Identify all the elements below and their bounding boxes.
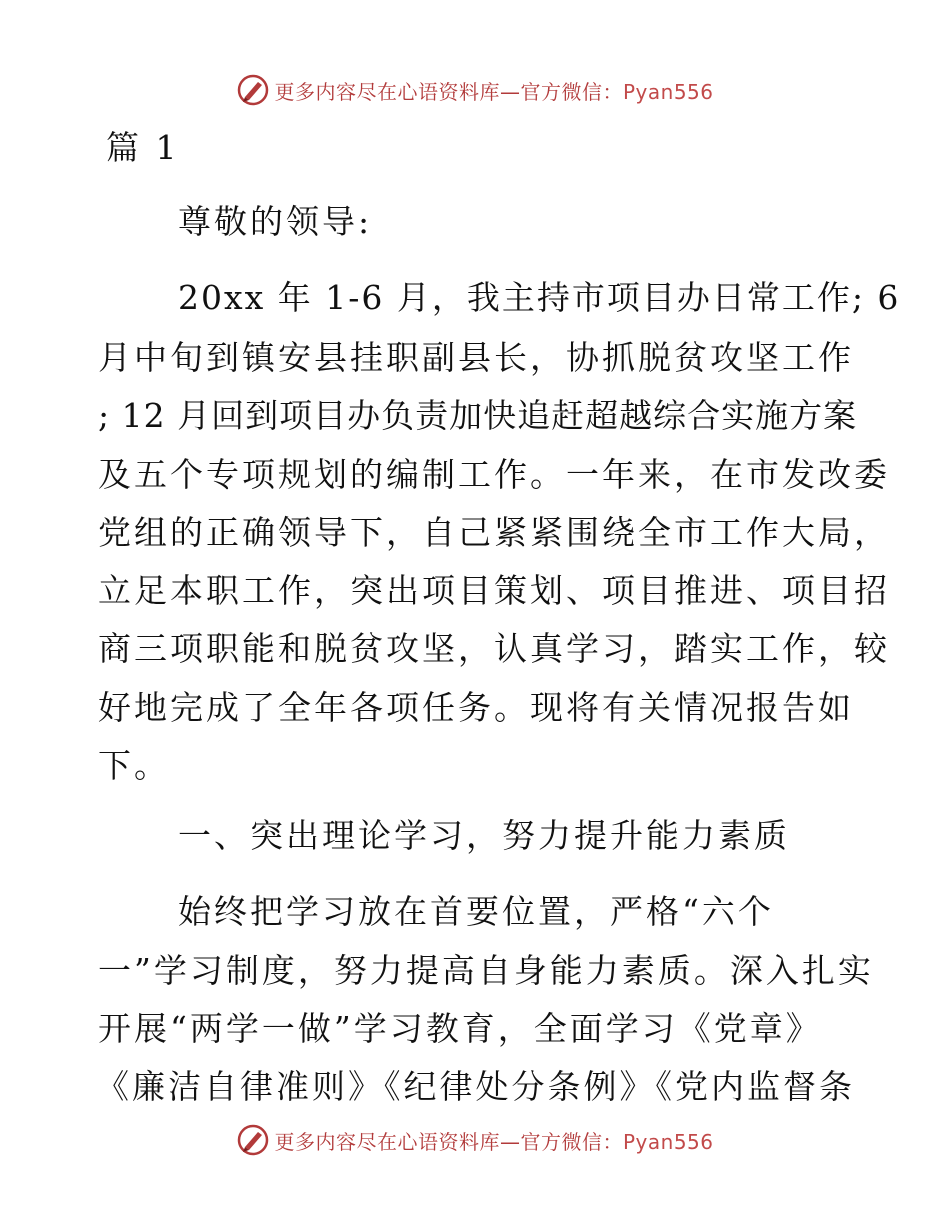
paragraph-line: 一”学习制度，努力提高自身能力素质。深入扎实 — [98, 951, 874, 990]
pen-logo-icon — [236, 73, 270, 107]
footer-wechat-label: 官方微信： — [520, 1129, 623, 1154]
paragraph-line: 开展“两学一做”学习教育，全面学习《党章》 — [98, 1009, 822, 1048]
footer-wechat-handle: Pyan556 — [622, 1129, 714, 1154]
paragraph-line: 始终把学习放在首要位置，严格“六个 — [178, 892, 774, 931]
footer-site-name: 更多内容尽在心语资料库 — [274, 1129, 500, 1154]
paragraph-line: 《廉洁自律准则》《纪律处分条例》《党内监督条 — [96, 1067, 855, 1106]
paragraph-line: 立足本职工作，突出项目策划、项目推进、项目招 — [98, 571, 890, 610]
paragraph-line: 党组的正确领导下，自己紧紧围绕全市工作大局， — [98, 513, 890, 552]
paragraph-line: 20xx 年 1-6 月，我主持市项目办日常工作; 6 — [178, 278, 901, 317]
pen-logo-icon — [236, 1123, 270, 1157]
header-banner-text — [274, 76, 713, 105]
footer-separator: — — [499, 1129, 521, 1154]
paragraph-line: 好地完成了全年各项任务。现将有关情况报告如 — [98, 688, 854, 727]
header-wechat-handle: Pyan556 — [622, 79, 714, 104]
paragraph-line: 商三项职能和脱贫攻坚，认真学习，踏实工作，较 — [98, 629, 890, 668]
paragraph-line: 及五个专项规划的编制工作。一年来，在市发改委 — [98, 455, 890, 494]
header-site-name: 更多内容尽在心语资料库 — [274, 79, 500, 104]
paragraph-line: 月中旬到镇安县挂职副县长，协抓脱贫攻坚工作 — [98, 338, 854, 377]
section-heading: 一、突出理论学习，努力提升能力素质 — [178, 816, 790, 855]
header-wechat-label: 官方微信： — [520, 79, 623, 104]
header-separator: — — [499, 79, 521, 104]
paragraph-line: 下。 — [98, 746, 170, 785]
footer-banner-text — [274, 1126, 713, 1155]
header-banner — [0, 70, 950, 110]
footer-banner — [0, 1120, 950, 1160]
section-label: 篇 1 — [106, 128, 180, 167]
salutation: 尊敬的领导: — [178, 202, 373, 241]
paragraph-line: ; 12 月回到项目办负责加快追赶超越综合实施方案 — [98, 396, 858, 435]
